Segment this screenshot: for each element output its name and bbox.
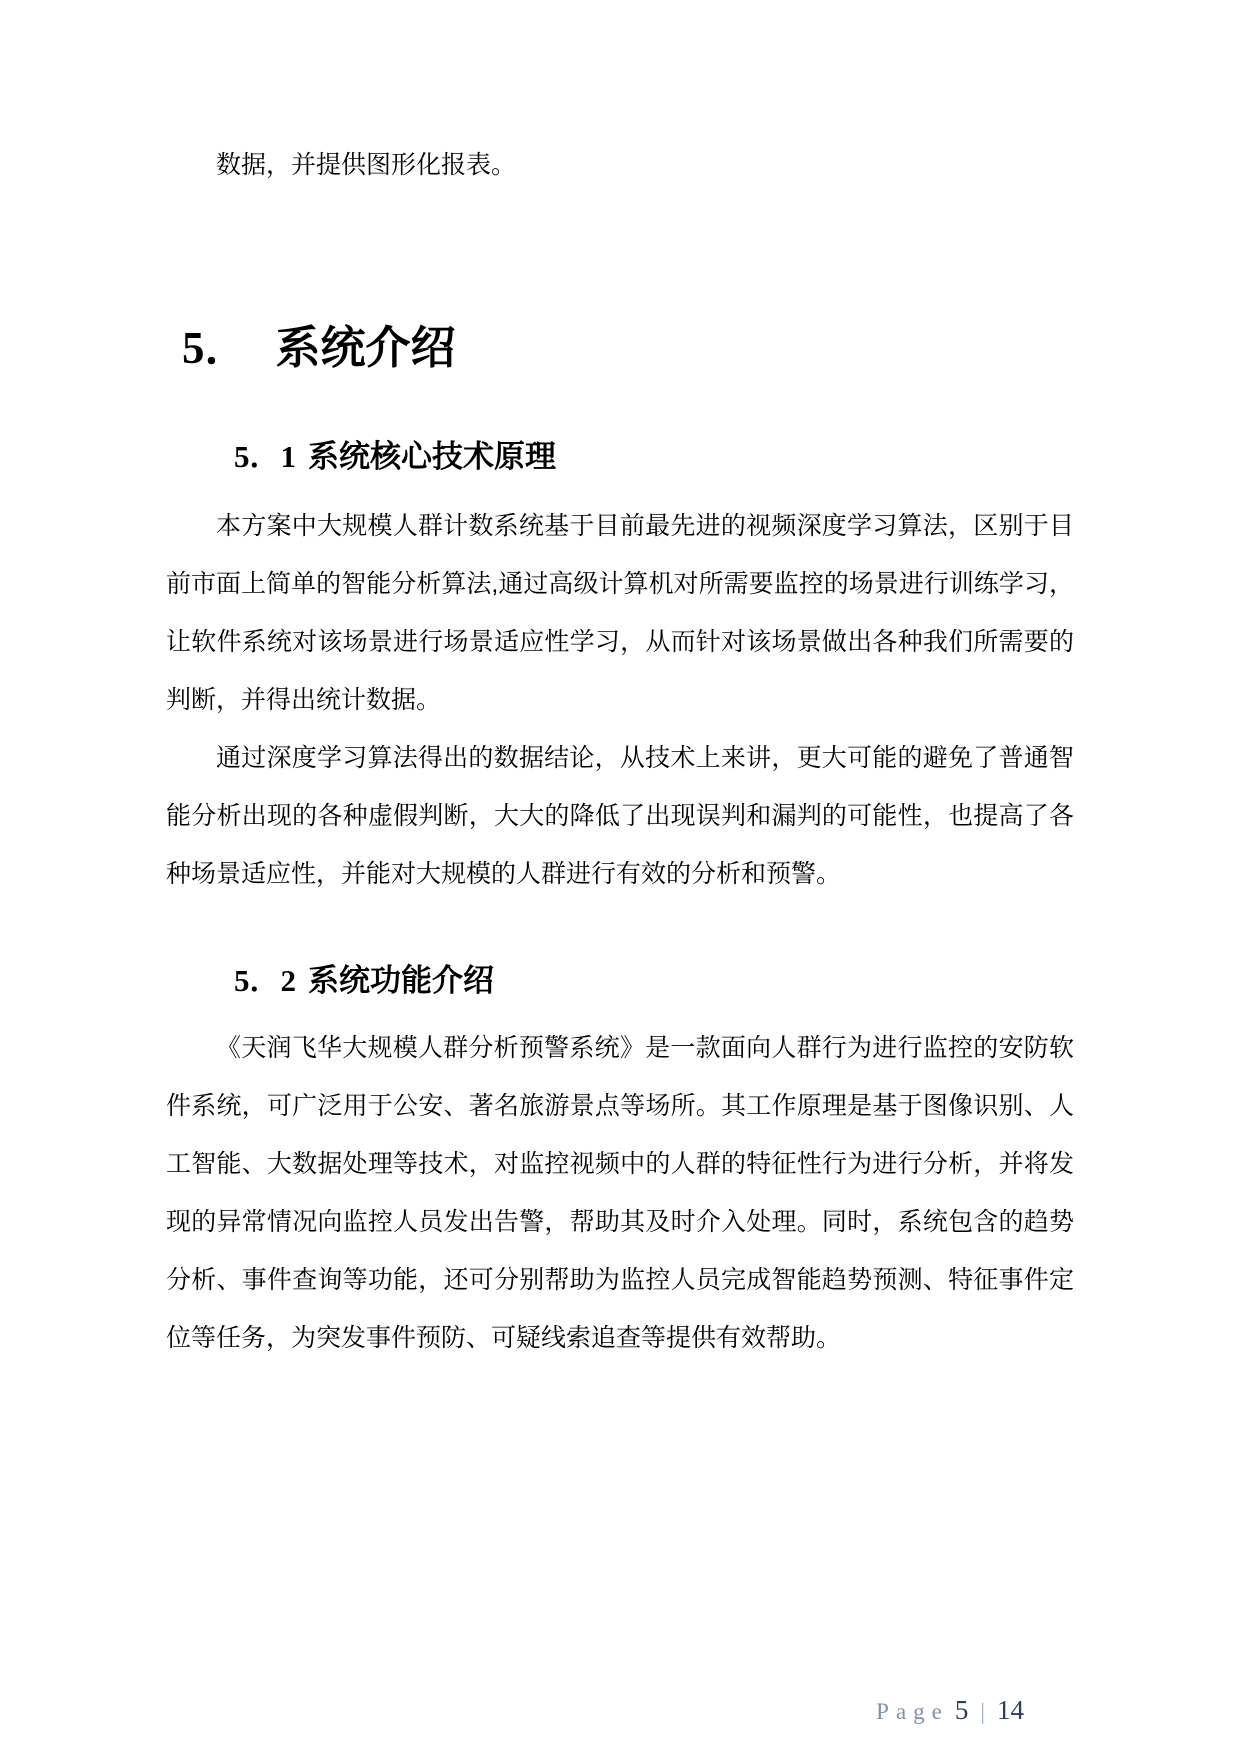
footer-separator: | — [980, 1699, 985, 1724]
continued-paragraph: 数据，并提供图形化报表。 — [216, 151, 517, 179]
page-footer — [876, 1693, 1030, 1729]
subsection-title-5-2: 系统功能介绍 — [308, 963, 494, 998]
footer-page-label: Page — [876, 1699, 949, 1724]
subsection-heading-5-2 — [234, 960, 1074, 1002]
footer-total-pages: 14 — [997, 1695, 1024, 1725]
footer-current-page: 5 — [954, 1695, 969, 1725]
paragraph-5-2-a: 《天润飞华大规模人群分析预警系统》是一款面向人群行为进行监控的安防软件系统，可广泛用于公安、著名旅游景点等场所。其工作原理是基于图像识别、人工智能、大数据处理等技术，对监控视频中的人群的特征性行为进行分析，并将发现的异常情况向监控人员发出告警，帮助其及时介入处理。同时，系统包含的趋势分析、事件查询等功能，还可分别帮助为监控人员完成智能趋势预测、特征事件定位等任务，为突发事件预防、可疑线索追查等提供有效帮助。 — [166, 1034, 1074, 1352]
subsection-title-5-1: 系统核心技术原理 — [308, 439, 556, 474]
subsection-number-5-1: 5．1 — [234, 439, 296, 474]
subsection-heading-5-1 — [234, 436, 1074, 478]
section-title: 系统介绍 — [275, 323, 456, 373]
paragraph-5-1-b: 通过深度学习算法得出的数据结论，从技术上来讲，更大可能的避免了普通智能分析出现的各种虚假判断，大大的降低了出现误判和漏判的可能性，也提高了各种场景适应性，并能对大规模的人群进行有效的分析和预警。 — [166, 744, 1074, 888]
paragraph-5-1-a: 本方案中大规模人群计数系统基于目前最先进的视频深度学习算法，区别于目前市面上简单的智能分析算法,通过高级计算机对所需要监控的场景进行训练学习，让软件系统对该场景进行场景适应性学习，从而针对该场景做出各种我们所需要的判断，并得出统计数据。 — [166, 512, 1074, 714]
document-content — [166, 0, 1074, 1367]
subsection-number-5-2: 5．2 — [234, 963, 296, 998]
section-heading — [182, 320, 1074, 376]
section-number: 5． — [182, 323, 250, 373]
